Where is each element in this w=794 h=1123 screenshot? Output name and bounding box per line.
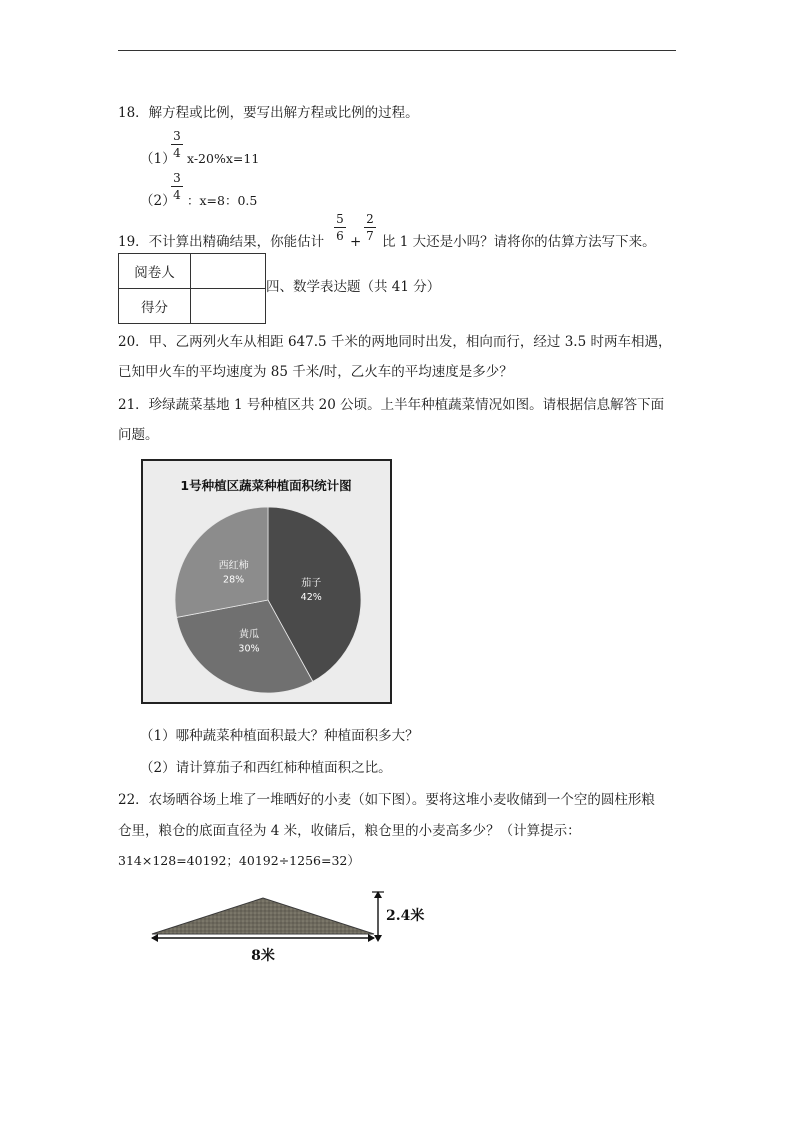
base-label: 8米 — [251, 948, 275, 964]
q19-fraction-1 — [334, 212, 346, 243]
reviewer-blank — [191, 254, 266, 289]
fraction-numerator: 2 — [366, 212, 374, 226]
q18-p1-label: （1） — [140, 151, 176, 167]
q19-plus: + — [350, 234, 362, 250]
chart-title: 1号种植区蔬菜种植面积统计图 — [180, 478, 352, 493]
q21-line-1: 21．珍绿蔬菜基地 1 号种植区共 20 公顷。上半年种植蔬菜情况如图。请根据信息解答下面 — [118, 397, 665, 413]
q22-line-3: 314×128=40192；40192÷1256=32） — [118, 853, 360, 868]
slice-name-label: 西红柿 — [218, 560, 249, 572]
height-label: 2.4米 — [386, 908, 425, 924]
pie-chart-frame — [141, 459, 392, 704]
fraction-denominator: 6 — [336, 229, 344, 243]
arrow-left-icon — [151, 934, 158, 942]
fraction-numerator: 5 — [336, 212, 344, 226]
wheat-pile-figure — [146, 888, 436, 968]
fraction-denominator: 4 — [173, 188, 181, 202]
arrow-down-icon — [374, 935, 382, 942]
q20-line-2: 已知甲火车的平均速度为 85 千米/时，乙火车的平均速度是多少？ — [118, 364, 513, 380]
q18-p1-equation: x-20%x=11 — [187, 151, 260, 166]
pie-chart — [143, 461, 390, 702]
wheat-pile-shape — [152, 898, 374, 934]
fraction-numerator: 3 — [173, 171, 181, 185]
q22-line-2: 仓里，粮仓的底面直径为 4 米，收储后，粮仓里的小麦高多少？（计算提示： — [118, 823, 581, 839]
q20-line-1: 20．甲、乙两列火车从相距 647.5 千米的两地同时出发，相向而行，经过 3.5 时两车相遇， — [118, 334, 672, 350]
q18-p2-label: （2） — [140, 193, 176, 209]
score-label: 得分 — [119, 289, 191, 324]
slice-name-label: 黄瓜 — [238, 629, 259, 641]
q21-part-2: （2）请计算茄子和西红柿种植面积之比。 — [140, 760, 392, 776]
q18-title: 18．解方程或比例，要写出解方程或比例的过程。 — [118, 105, 419, 121]
fraction-denominator: 4 — [173, 146, 181, 160]
q21-part-1: （1）哪种蔬菜种植面积最大？种植面积多大？ — [140, 728, 419, 744]
score-table — [118, 253, 266, 324]
fraction-numerator: 3 — [173, 129, 181, 143]
slice-percent-label: 30% — [238, 643, 260, 655]
section-heading: 四、数学表达题（共 41 分） — [266, 279, 441, 295]
slice-percent-label: 28% — [223, 574, 245, 586]
q19-fraction-2 — [364, 212, 376, 243]
score-blank — [191, 289, 266, 324]
q21-line-2: 问题。 — [118, 427, 159, 443]
q19-suffix: 比 1 大还是小吗？请将你的估算方法写下来。 — [382, 234, 656, 250]
fraction-denominator: 7 — [366, 229, 374, 243]
slice-name-label: 茄子 — [301, 577, 322, 589]
q18-p2-proportion: ：x=8：0.5 — [187, 193, 258, 208]
header-rule — [118, 50, 676, 51]
q22-line-1: 22．农场晒谷场上堆了一堆晒好的小麦（如下图）。要将这堆小麦收储到一个空的圆柱形粮 — [118, 792, 655, 808]
q19-prefix: 19．不计算出精确结果，你能估计 — [118, 234, 325, 250]
arrow-right-icon — [368, 934, 375, 942]
slice-percent-label: 42% — [300, 591, 322, 603]
reviewer-label: 阅卷人 — [119, 254, 191, 289]
